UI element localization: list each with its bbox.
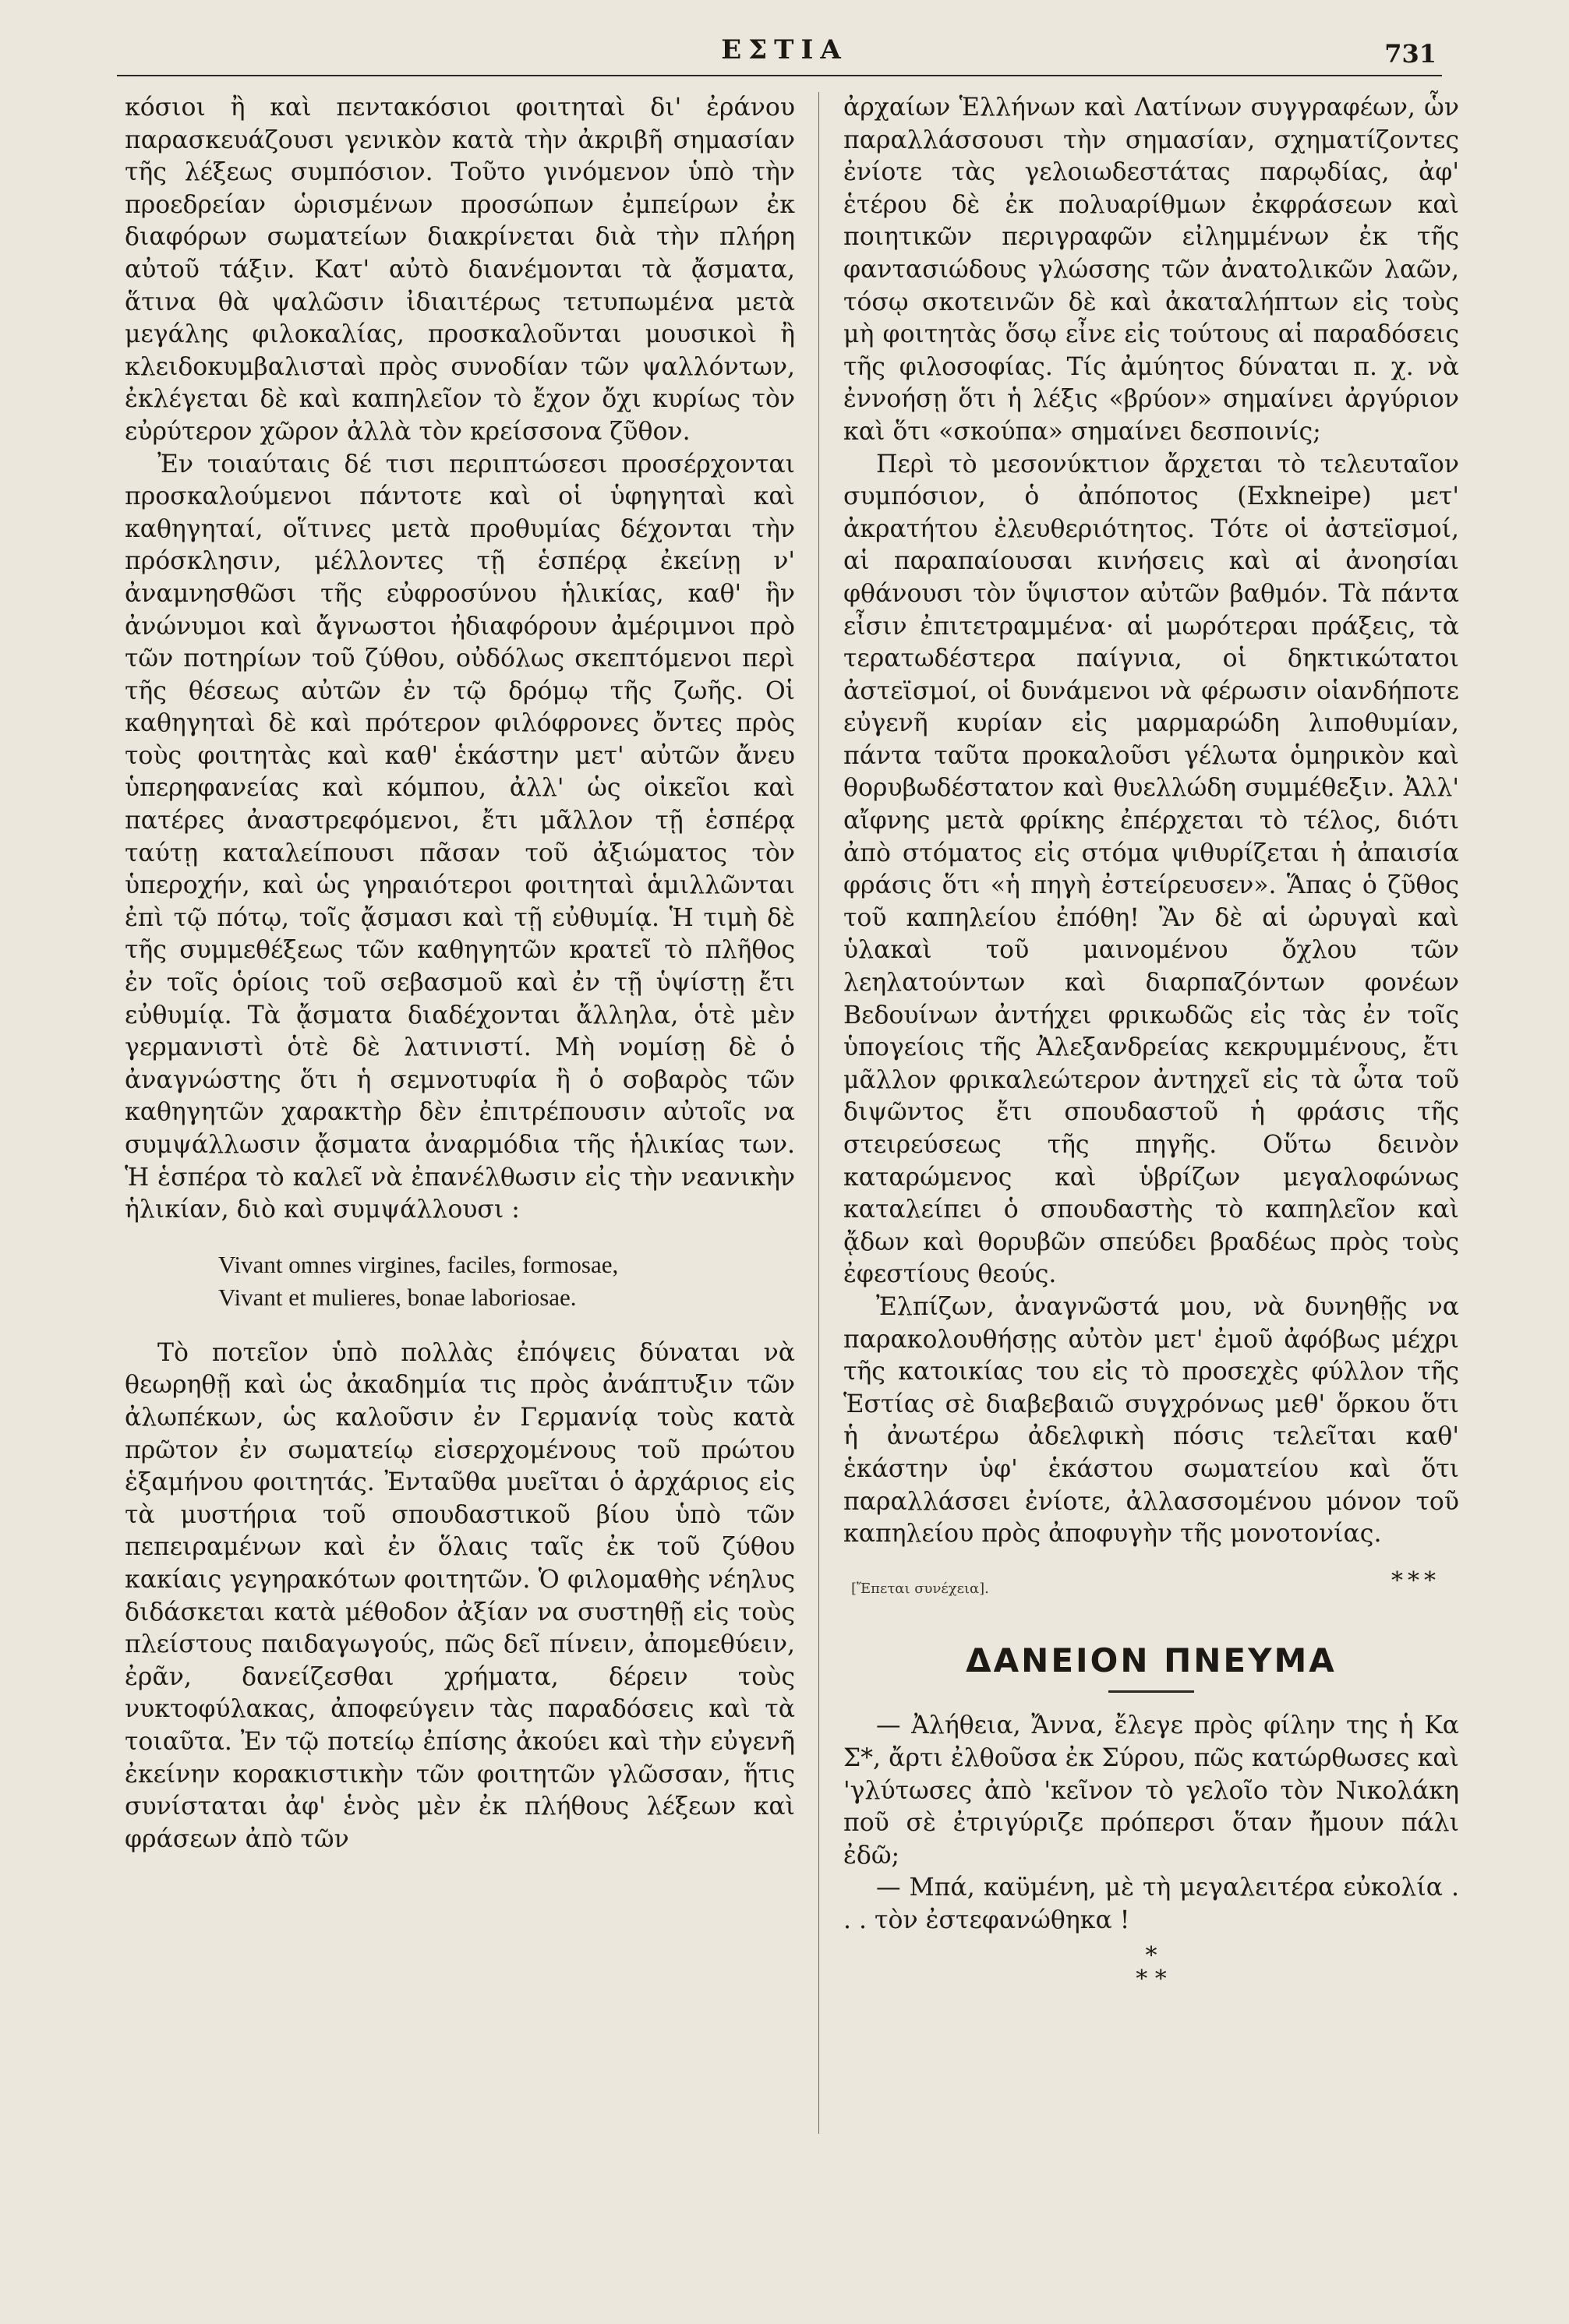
asterism-top: * [1145,1942,1157,1970]
page-number: 731 [1384,39,1436,69]
section-title: ΔΑΝΕΙΟΝ ΠΝΕΥΜΑ [966,1641,1337,1679]
running-head [0,34,1569,69]
left-paragraph-2: Ἐν τοιαύταις δέ τισι περιπτώσεσι προσέρχονται προσκαλούμενοι πάντοτε καὶ οἱ ὑφηγηταὶ καὶ καθηγηταί, οἵτινες μετὰ προθυμίας δέχονται τὴν πρόσκλησιν, μέλλοντες τῇ ἑσπέρᾳ ἐκείνῃ ν' ἀναμνησθῶσι τῆς εὐφροσύνου ἡλικίας, καθ' ἣν ἀνώνυμοι καὶ ἄγνωστοι ἠδιαφόρουν ἀμέριμνοι πρὸ τῶν ποτηρίων τοῦ ζύθου, οὐδόλως σκεπτόμενοι περὶ τῆς θέσεως αὐτῶν ἐν τῷ δρόμῳ τῆς ζωῆς. Οἱ καθηγηταὶ δὲ καὶ πρότερον φιλόφρονες ὄντες πρὸς τοὺς φοιτητὰς καὶ καθ' ἑκάστην μετ' αὐτῶν ἄνευ ὑπερηφανείας καὶ κόμπου, ἀλλ' ὡς οἰκεῖοι καὶ πατέρες ἀναστρεφόμενοι, ἔτι μᾶλλον τῇ ἑσπέρᾳ ταύτῃ καταλείπουσι πᾶσαν τοῦ ἀξιώματος τὸν ὑπεροχήν, καὶ ὡς γηραιότεροι φοιτηταὶ ἁμιλλῶνται ἐπὶ τῷ πότῳ, τοῖς ᾄσμασι καὶ τῇ εὐθυμίᾳ. Ἡ τιμὴ δὲ τῆς συμμεθέξεως τῶν καθηγητῶν κρατεῖ τὸ πλῆθος ἐν τοῖς ὁρίοις τοῦ σεβασμοῦ καὶ ἐν τῇ ὑψίστῃ ἔτι εὐθυμίᾳ. Τὰ ᾄσματα διαδέχονται ἄλληλα, ὁτὲ μὲν γερμανιστὶ ὁτὲ δὲ λατινιστί. Μὴ νομίσῃ δὲ ὁ ἀναγνώστης ὅτι ἡ σεμνοτυφία ἢ ὁ σοβαρὸς τῶν καθηγητῶν χαρακτὴρ δὲν ἐπιτρέπουσιν αὐτοῖς να συμψάλλωσιν ᾄσματα ἀναρμόδια τῆς ἡλικίας των. Ἡ ἑσπέρα τὸ καλεῖ νὰ ἐπανέλθωσιν εἰς τὴν νεανικὴν ἡλικίαν, διὸ καὶ συμψάλλουσι : [125,450,795,1224]
left-paragraph-3: Τὸ ποτεῖον ὑπὸ πολλὰς ἐπόψεις δύναται νὰ θεωρηθῇ καὶ ὡς ἀκαδημία τις πρὸς ἀνάπτυξιν τῶν ἀλωπέκων, ὡς καλοῦσιν ἐν Γερμανίᾳ τοὺς κατὰ πρῶτον ἐν σωματείῳ εἰσερχομένους τοῦ πρώτου ἑξαμήνου φοιτητάς. Ἐνταῦθα μυεῖται ὁ ἀρχάριος εἰς τὰ μυστήρια τοῦ σπουδαστικοῦ βίου ὑπὸ τῶν πεπειραμένων καὶ ἐν ὅλαις ταῖς ἐκ τοῦ ζύθου κακίαις γεγηρακότων φοιτητῶν. Ὁ φιλομαθὴς νέηλυς διδάσκεται κατὰ μέθοδον ἀξίαν να συστηθῇ εἰς τοὺς πλείστους παιδαγωγούς, πῶς δεῖ πίνειν, ἀπομεθύειν, ἐρᾶν, δανείζεσθαι χρήματα, δέρειν τοὺς νυκτοφύλακας, ἀποφεύγειν τὰς παραδόσεις καὶ τὰ τοιαῦτα. Ἐν τῷ ποτείῳ ἐπίσης ἀκούει καὶ τὴν εὐγενῆ ἐκείνην κορακιστικὴν τῶν φοιτητῶν γλῶσσαν, ἥτις συνίσταται ἀφ' ἑνὸς μὲν ἐκ πλήθους λέξεων καὶ φράσεων ἀπὸ τῶν [125,1338,795,1853]
latin-verse [218,1249,795,1314]
left-paragraph-1: κόσιοι ἢ καὶ πεντακόσιοι φοιτηταὶ δι' ἐράνου παρασκευάζουσι γενικὸν κατὰ τὴν ἀκριβῆ σημασίαν τῆς λέξεως συμπόσιον. Τοῦτο γινόμενον ὑπὸ τὴν προεδρείαν ὡρισμένων προσώπων ἐμπείρων ἐκ διαφόρων σωματείων διακρίνεται διὰ τὴν πλήρη αὐτοῦ τάξιν. Κατ' αὐτὸ διανέμονται τὰ ᾄσματα, ἅτινα θὰ ψαλῶσιν ἰδιαιτέρως τετυπωμένα μετὰ μεγάλης φιλοκαλίας, προσκαλοῦνται μουσικοὶ ἢ κλειδοκυμβαλισταὶ πρὸς συνοδίαν τῶν ψαλλόντων, ἐκλέγεται δὲ καὶ καπηλεῖον τὸ ἔχον ὄχι κυρίως τὸν εὐρύτερον χῶρον ἀλλὰ τὸν κρείσσονα ζῦθον. [125,94,795,446]
verse-line-1: Vivant omnes virgines, faciles, formosae, [218,1250,619,1278]
asterism-inline: *** [1391,1566,1440,1595]
left-column [125,92,795,1856]
verse-line-2: Vivant et mulieres, bonae laboriosae. [218,1283,577,1311]
asterism-end [843,1942,1459,1994]
dialogue-line-1: — Ἀλήθεια, Ἄννα, ἔλεγε πρὸς φίλην της ἡ Κα Σ*, ἄρτι ἐλθοῦσα ἐκ Σύρου, πῶς κατώρθωσες καὶ 'γλύτωσες ἀπὸ 'κεῖνον τὸ γελοῖο τὸν Νικολάκη ποῦ σὲ ἐτριγύριζε πρόπερσι ὅταν ἤμουν πάλι ἐδῶ; [843,1711,1459,1870]
right-paragraph-2: Περὶ τὸ μεσονύκτιον ἄρχεται τὸ τελευταῖον συμπόσιον, ὁ ἀπόποτος (Exkneipe) μετ' ἀκρατήτου ἐλευθεριότητος. Τότε οἱ ἀστεϊσμοί, αἱ παραπαίουσαι κινήσεις καὶ αἱ ἀνοησίαι φθάνουσι τὸν ὕψιστον αὐτῶν βαθμόν. Τὰ πάντα εἶσιν ἐπιτετραμμένα· αἱ μωρότεραι πράξεις, τὰ τερατωδέστερα παίγνια, οἱ δηκτικώτατοι ἀστεϊσμοί, οἱ δυνάμενοι νὰ φέρωσιν οἱανδήποτε εὐγενῆ κυρίαν εἰς μαρμαρώδη λιποθυμίαν, πάντα ταῦτα προκαλοῦσι γέλωτα ὁμηρικὸν καὶ θορυβωδέστατον καὶ θυελλώδη συμμέθεξιν. Ἀλλ' αἴφνης μετὰ φρίκης ἐπέρχεται τὸ τέλος, διότι ἀπὸ στόματος εἰς στόμα ψιθυρίζεται ἡ ἀπαισία φράσις ὅτι «ἡ πηγὴ ἐστείρευσεν». Ἅπας ὁ ζῦθος τοῦ καπηλείου ἐπόθη! Ἂν δὲ αἱ ὠρυγαὶ καὶ ὑλακαὶ τοῦ μαινομένου ὄχλου τῶν λεηλατούντων καὶ διαρπαζόντων φονέων Βεδουίνων ἀντήχει φρικωδῶς εἰς τὰς ἐν τοῖς ὑπογείοις τῆς Ἀλεξανδρείας κεκρυμμένους, ἔτι μᾶλλον φρικαλεώτερον ἀντηχεῖ εἰς τὰ ὦτα τοῦ διψῶντος ἔτι σπουδαστοῦ ἡ φράσις τῆς στειρεύσεως τῆς πηγῆς. Οὕτω δεινὸν καταρώμενος καὶ ὑβρίζων μεγαλοφώνως καταλείπει ὁ σπουδαστὴς τὸ καπηλεῖον καὶ ᾄδων καὶ θορυβῶν σπεύδει βραδέως πρὸς τοὺς ἐφεστίους θεούς. [843,450,1459,1289]
to-be-continued-note: [Ἔπεται συνέχεια]. [851,1580,989,1597]
continuation-row [843,1565,1459,1599]
header-rule [117,75,1442,76]
right-column [843,92,1459,1994]
running-title: ΕΣΤΙΑ [721,34,848,65]
title-rule [1108,1690,1194,1693]
dialogue-line-2: — Μπά, καϋμένη, μὲ τὴ μεγαλειτέρα εὐκολία . . . τὸν ἐστεφανώθηκα ! [843,1874,1459,1934]
asterism-bottom: * * [1136,1966,1167,1994]
column-divider [818,92,819,2134]
right-paragraph-1: ἀρχαίων Ἑλλήνων καὶ Λατίνων συγγραφέων, ὧν παραλλάσσουσι τὴν σημασίαν, σχηματίζοντες ἐνίοτε τὰς γελοιωδεστάτας παρῳδίας, ἀφ' ἑτέρου δὲ ἐκ πολυαρίθμων ἐκφράσεων καὶ ποιητικῶν περιγραφῶν εἰλημμένων ἐκ τῆς φαντασιώδους γλώσσης τῶν ἀνατολικῶν λαῶν, τόσῳ σκοτεινῶν δὲ καὶ ἀκαταλήπτων εἰς τοὺς μὴ φοιτητὰς ὅσῳ εἶνε εἰς τούτους αἱ παραδόσεις τῆς φιλοσοφίας. Τίς ἀμύητος δύναται π. χ. νὰ ἐννοήσῃ ὅτι ἡ λέξις «βρύον» σημαίνει ἀργύριον καὶ ὅτι «σκούπα» σημαίνει δεσποινίς; [843,94,1459,446]
right-paragraph-3: Ἐλπίζων, ἀναγνῶστά μου, νὰ δυνηθῇς να παρακολουθήσῃς αὐτὸν μετ' ἐμοῦ ἀφόβως μέχρι τῆς κατοικίας του εἰς τὸ προσεχὲς φύλλον τῆς Ἑστίας σὲ διαβεβαιῶ συγχρόνως μεθ' ὅρκου ὅτι ἡ ἀνωτέρω ἀδελφικὴ πόσις τελεῖται καθ' ἑκάστην ὑφ' ἑκάστου σωματείου καὶ ὅτι παραλλάσσει ἐνίοτε, ἀλλασσομένου μόνον τοῦ καπηλείου πρὸς ἀποφυγὴν τῆς μονοτονίας. [843,1292,1459,1549]
